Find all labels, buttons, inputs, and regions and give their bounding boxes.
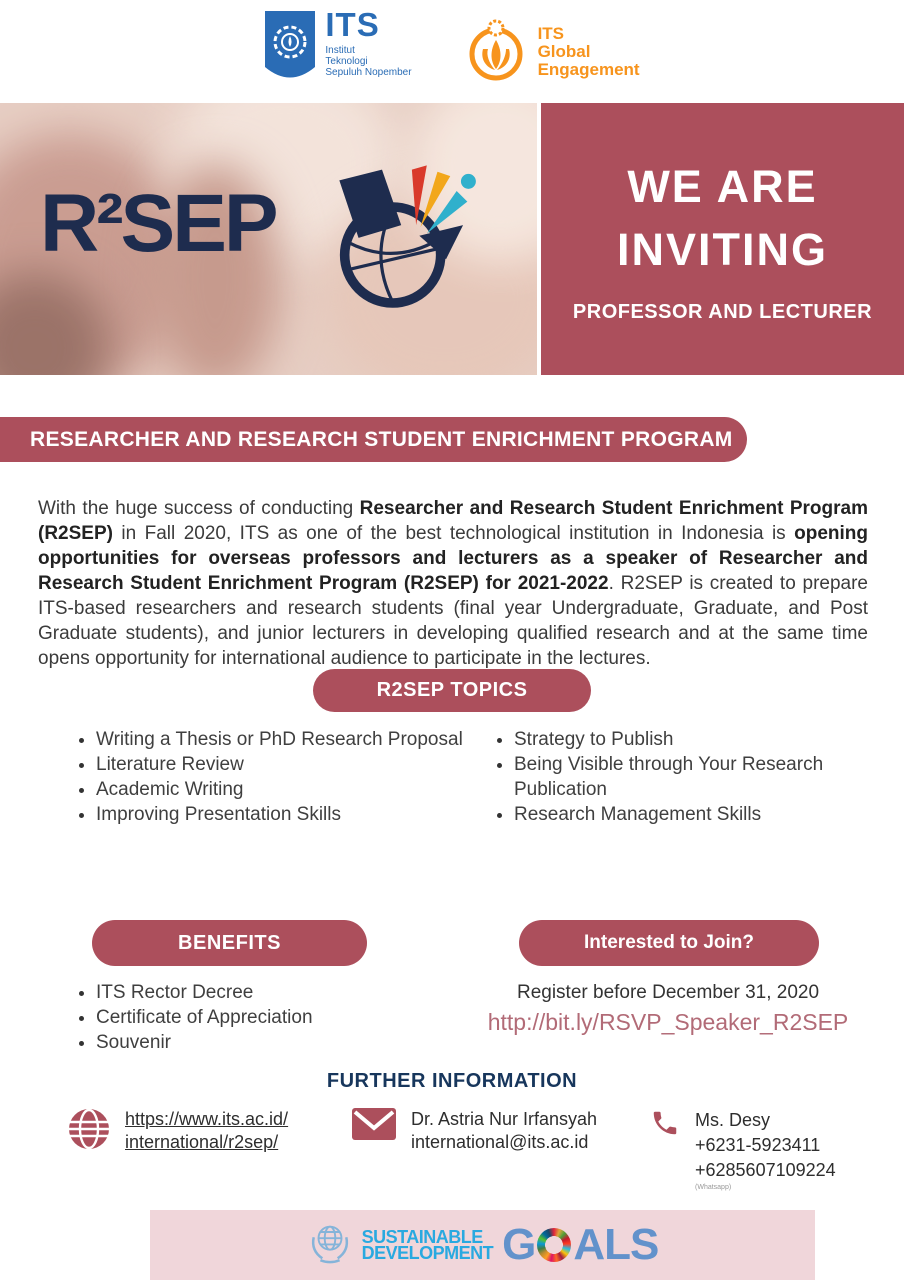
sdg-goals-wordmark bbox=[502, 1220, 659, 1269]
r2sep-globe-icon bbox=[318, 159, 478, 324]
topics-column-right bbox=[476, 727, 880, 827]
text-segment: With the huge success of conducting bbox=[38, 498, 360, 519]
sdg-wordmark bbox=[362, 1229, 494, 1261]
hero-invite-panel bbox=[541, 103, 904, 375]
contact-website bbox=[68, 1108, 288, 1155]
topics-list-left bbox=[58, 727, 476, 827]
its-logo-sub-line: Sepuluh Nopember bbox=[325, 67, 412, 78]
text-segment: Researcher and Research Student Enrichment Program (R2SEP) bbox=[38, 498, 869, 544]
website-link[interactable] bbox=[125, 1108, 288, 1154]
topics-heading-pill: R2SEP TOPICS bbox=[313, 669, 591, 712]
list-item: • Improving Presentation Skills bbox=[96, 802, 476, 827]
photo-blur-blob bbox=[0, 273, 110, 375]
ge-text-line: Engagement bbox=[537, 59, 640, 79]
topics-columns bbox=[58, 727, 880, 827]
benefits-heading-pill: BENEFITS bbox=[92, 920, 367, 966]
ge-text-line: ITS bbox=[537, 23, 565, 43]
email-address[interactable]: international@its.ac.id bbox=[411, 1132, 589, 1152]
phone-lines bbox=[695, 1108, 836, 1192]
hero-photo bbox=[0, 103, 537, 375]
website-link-line1: https://www.its.ac.id/ bbox=[125, 1109, 289, 1129]
text-segment: opening opportunities for overseas professors and lecturers as a speaker of Researcher and Research Student Enrichment Program (R2SEP) for 2021-2022 bbox=[38, 523, 868, 594]
mail-icon bbox=[352, 1108, 396, 1145]
text-segment: . R2SEP is created to prepare ITS-based researchers and research students (final year Undergraduate, Graduate, and Post Graduate students), and junior lecturers in developing qualified research and at the same time opens opportunity for international audience to participate in the lectures. bbox=[38, 573, 868, 669]
rsvp-link[interactable]: http://bit.ly/RSVP_Speaker_R2SEP bbox=[487, 1009, 849, 1035]
sdg-wheel-icon bbox=[537, 1228, 571, 1262]
program-title-banner: RESEARCHER AND RESEARCH STUDENT ENRICHMENT PROGRAM bbox=[0, 417, 747, 462]
benefits-section bbox=[58, 980, 418, 1055]
goals-letters-als: ALS bbox=[573, 1220, 659, 1269]
list-item: • Souvenir bbox=[96, 1030, 418, 1055]
sdg-line2: DEVELOPMENT bbox=[361, 1243, 494, 1263]
its-shield-icon bbox=[264, 10, 316, 93]
register-deadline: Register before December 31, 2020 bbox=[516, 982, 820, 1003]
its-global-engagement-icon bbox=[464, 16, 528, 87]
header-logo-strip bbox=[0, 0, 904, 103]
topics-list-right bbox=[476, 727, 880, 827]
hero-subtitle: PROFESSOR AND LECTURER bbox=[572, 300, 873, 323]
r2sep-wordmark: R²SEP bbox=[40, 178, 276, 269]
phone-whatsapp-note: (Whatsapp) bbox=[695, 1184, 732, 1191]
phone-contact-name: Ms. Desy bbox=[695, 1110, 771, 1130]
sdg-footer-banner bbox=[150, 1210, 815, 1280]
topics-column-left bbox=[58, 727, 476, 827]
hero-title bbox=[617, 155, 828, 281]
hero-title-line2: INVITING bbox=[616, 223, 828, 275]
benefits-list bbox=[58, 980, 418, 1055]
its-logo-name: ITS bbox=[325, 6, 380, 43]
list-item: • Research Management Skills bbox=[514, 802, 880, 827]
text-segment: in Fall 2020, ITS as one of the best technological institution in Indonesia is bbox=[112, 523, 795, 544]
contact-email bbox=[352, 1108, 597, 1154]
goals-letter-g: G bbox=[502, 1220, 536, 1269]
list-item: • Academic Writing bbox=[96, 777, 476, 802]
join-heading-pill: Interested to Join? bbox=[519, 920, 819, 966]
globe-icon bbox=[68, 1108, 110, 1155]
hero-banner bbox=[0, 103, 904, 375]
list-item: • Literature Review bbox=[96, 752, 476, 777]
un-emblem-icon bbox=[307, 1221, 353, 1270]
its-logo-sub-line: Teknologi bbox=[325, 56, 368, 67]
sdg-line1: SUSTAINABLE bbox=[361, 1227, 483, 1247]
its-logo-sub bbox=[325, 45, 411, 78]
email-lines bbox=[411, 1108, 597, 1154]
intro-paragraph bbox=[38, 496, 868, 671]
list-item: • Being Visible through Your Research Publication bbox=[514, 752, 880, 802]
further-info-title: FURTHER INFORMATION bbox=[326, 1070, 578, 1092]
list-item: • ITS Rector Decree bbox=[96, 980, 418, 1005]
hero-title-line1: WE ARE bbox=[627, 160, 818, 212]
its-logo-text bbox=[325, 6, 412, 78]
email-contact-name: Dr. Astria Nur Irfansyah bbox=[411, 1109, 598, 1129]
list-item: • Certificate of Appreciation bbox=[96, 1005, 418, 1030]
list-item: • Strategy to Publish bbox=[514, 727, 880, 752]
its-logo bbox=[264, 6, 412, 93]
ge-text-line: Global bbox=[537, 41, 591, 61]
contact-phone bbox=[650, 1108, 836, 1192]
its-global-engagement-logo bbox=[464, 16, 640, 87]
register-block bbox=[432, 982, 904, 1036]
phone-number-1: +6231-5923411 bbox=[695, 1135, 821, 1155]
list-item: • Writing a Thesis or PhD Research Proposal bbox=[96, 727, 476, 752]
its-global-engagement-text bbox=[538, 25, 640, 79]
website-link-line2: international/r2sep/ bbox=[125, 1132, 279, 1152]
phone-number-2: +6285607109224 bbox=[695, 1160, 836, 1180]
phone-icon bbox=[650, 1108, 680, 1143]
its-logo-sub-line: Institut bbox=[325, 45, 355, 56]
